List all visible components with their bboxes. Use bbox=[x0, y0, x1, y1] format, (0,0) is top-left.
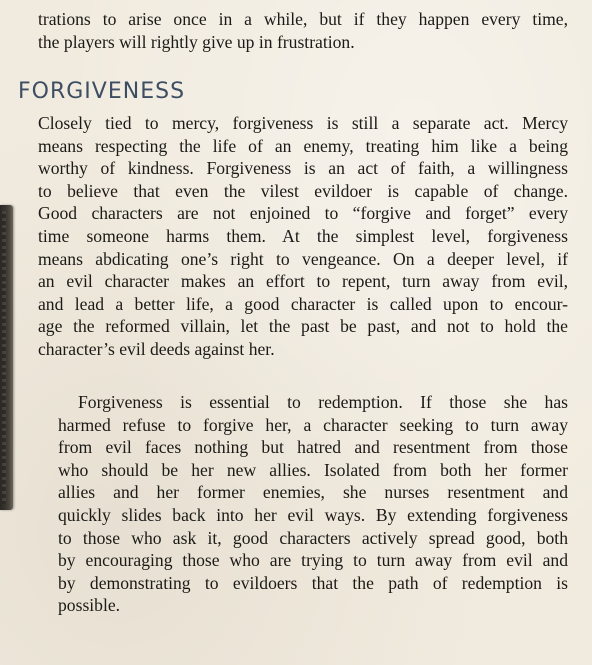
text-line: worthy of kindness. Forgiveness is an act of faith, a willingness bbox=[38, 158, 568, 179]
page-edge-binding bbox=[0, 205, 13, 510]
body-paragraph-1 bbox=[38, 112, 568, 361]
text-line: by encouraging those who are trying to turn away from evil and bbox=[58, 550, 568, 571]
text-line: character’s evil deeds against her. bbox=[38, 338, 275, 359]
text-line: Forgiveness is essential to redemption. If those she has bbox=[78, 392, 568, 412]
text-line: quickly slides back into her evil ways. By extending forgiveness bbox=[58, 504, 568, 525]
section-heading: FORGIVENESS bbox=[18, 79, 186, 104]
text-line: means abdicating one’s right to vengeance. On a deeper level, if bbox=[38, 248, 568, 269]
text-line: an evil character makes an effort to repent, turn away from evil, bbox=[38, 271, 568, 292]
text-line: from evil faces nothing but hatred and resentment from those bbox=[58, 437, 568, 458]
text-line: the players will rightly give up in frustration. bbox=[38, 31, 355, 52]
text-line: means respecting the life of an enemy, treating him like a being bbox=[38, 135, 568, 156]
body-paragraph-2 bbox=[38, 391, 568, 617]
text-line: and lead a better life, a good character is called upon to encour- bbox=[38, 293, 568, 314]
text-line: trations to arise once in a while, but if they happen every time, bbox=[38, 9, 568, 29]
text-line: Closely tied to mercy, forgiveness is still a separate act. Mercy bbox=[38, 113, 568, 133]
intro-paragraph bbox=[38, 8, 568, 53]
text-line: by demonstrating to evildoers that the path of redemption is bbox=[58, 572, 568, 593]
text-line: age the reformed villain, let the past be past, and not to hold the bbox=[38, 316, 568, 337]
text-line: to believe that even the vilest evildoer is capable of change. bbox=[38, 180, 568, 201]
text-line: to those who ask it, good characters actively spread good, both bbox=[58, 527, 568, 548]
text-line: time someone harms them. At the simplest level, forgiveness bbox=[38, 225, 568, 246]
text-line: allies and her former enemies, she nurses resentment and bbox=[58, 482, 568, 503]
text-line: harmed refuse to forgive her, a character seeking to turn away bbox=[58, 414, 568, 435]
text-line: possible. bbox=[58, 595, 121, 616]
text-line: Good characters are not enjoined to “forgive and forget” every bbox=[38, 203, 568, 224]
text-line: who should be her new allies. Isolated from both her former bbox=[58, 459, 568, 480]
